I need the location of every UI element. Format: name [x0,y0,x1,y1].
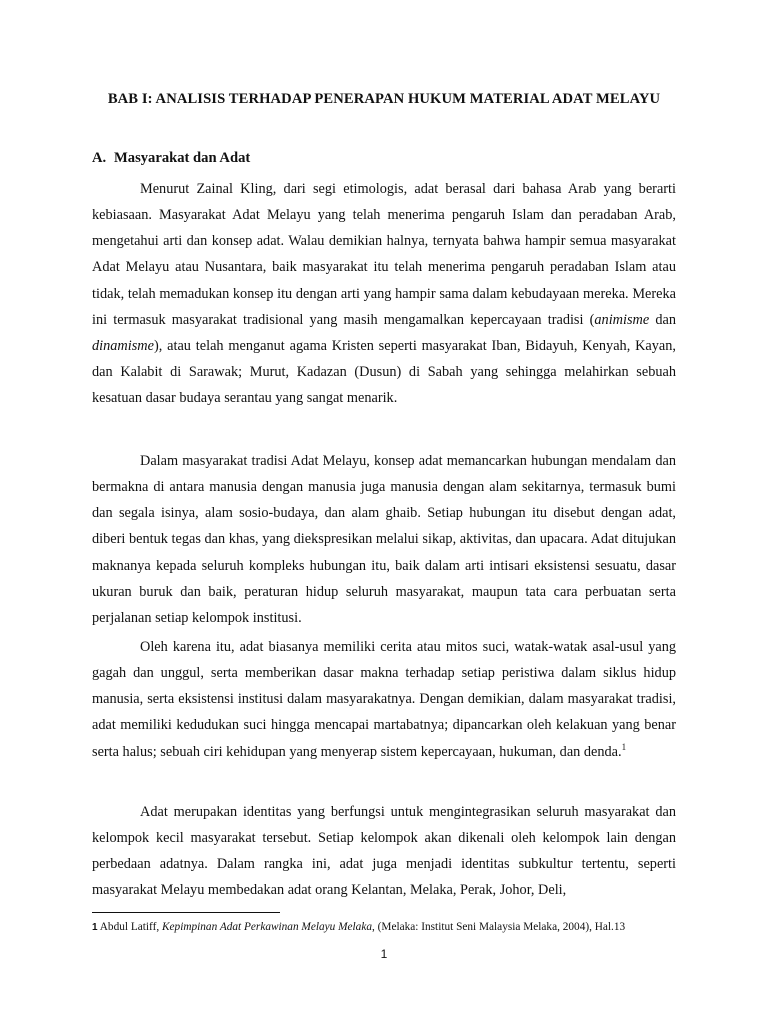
footnote-publication: , (Melaka: Institut Seni Malaysia Melaka, 2004), Hal.13 [372,921,626,933]
footnote-book-title: Kepimpinan Adat Perkawinan Melayu Melaka [162,921,372,933]
chapter-title: BAB I: ANALISIS TERHADAP PENERAPAN HUKUM MATERIAL ADAT MELAYU [107,91,661,107]
footnote-reference[interactable]: 1 [621,741,627,752]
term-animisme: animisme [594,311,650,328]
paragraph-1 [92,176,676,411]
paragraph-1-text-c: ), atau telah menganut agama Kristen seperti masyarakat Iban, Bidayuh, Kenyah, Kayan, dan Kalabit di Sarawak; Murut, Kadazan (Dusun) di Sabah yang sehingga melahirkan sebuah kesatuan dasar budaya serantau yang sangat menarik. [92,337,676,407]
paragraph-2: Dalam masyarakat tradisi Adat Melayu, konsep adat memancarkan hubungan mendalam dan bermakna di antara manusia dengan manusia juga manusia dengan alam sekitarnya, termasuk bumi dan segala isinya, alam sosio-budaya, dan alam ghaib. Setiap hubungan itu disebut dengan adat, diberi bentuk tegas dan khas, yang diekspresikan melalui sikap, aktivitas, dan upacara. Adat ditujukan maknanya kepada seluruh kompleks hubungan itu, baik dalam arti intisari eksistensi sesuatu, dasar ukuran buruk dan baik, peraturan hidup seluruh masyarakat, maupun tata cara perbuatan serta perjalanan setiap kelompok institusi. [92,453,676,626]
footnote-divider [92,912,280,913]
section-number: A. [92,150,107,166]
paragraph-1-text-b: dan [649,311,676,328]
term-dinamisme: dinamisme [92,337,154,354]
paragraph-1-text-a: Menurut Zainal Kling, dari segi etimologis, adat berasal dari bahasa Arab yang berarti kebiasaan. Masyarakat Adat Melayu yang telah menerima pengaruh Islam dan peradaban Arab, mengetahui arti dan konsep adat. Walau demikian halnya, ternyata bahwa hampir semua masyarakat Adat Melayu atau Nusantara, baik masyarakat itu telah menerima pengaruh peradaban Islam atau tidak, telah memadukan konsep itu dengan arti yang hampir sama dalam kebudayaan mereka. Mereka ini termasuk masyarakat tradisional yang masih mengamalkan kepercayaan tradisi ( [92,181,676,328]
section-title: Masyarakat dan Adat [114,150,251,166]
footnote-marker: 1 [92,922,98,933]
paragraph-3-text: Oleh karena itu, adat biasanya memiliki cerita atau mitos suci, watak-watak asal-usul yang gagah dan unggul, serta memberikan dasar makna terhadap setiap peristiwa dalam siklus hidup manusia, serta eksistensi institusi dalam masyarakatnya. Dengan demikian, dalam masyarakat tradisi, adat memiliki kedudukan suci hingga mencapai martabatnya; dipancarkan oleh kelakuan yang benar serta halus; sebuah ciri kehidupan yang menyerap sistem kepercayaan, hukuman, dan denda. [92,639,676,760]
page-number: 1 [380,947,388,961]
paragraph-3 [92,634,676,765]
section-heading [92,146,250,170]
footnote-author: Abdul Latiff, [99,921,162,933]
paragraph-4: Adat merupakan identitas yang berfungsi untuk mengintegrasikan seluruh masyarakat dan kelompok kecil masyarakat tersebut. Setiap kelompok akan dikenali oleh kelompok lain dengan perbedaan adatnya. Dalam rangka ini, adat juga menjadi identitas subkultur tertentu, seperti masyarakat Melayu membedakan adat orang Kelantan, Melaka, Perak, Johor, Deli, [92,804,676,899]
footnote [92,918,676,937]
